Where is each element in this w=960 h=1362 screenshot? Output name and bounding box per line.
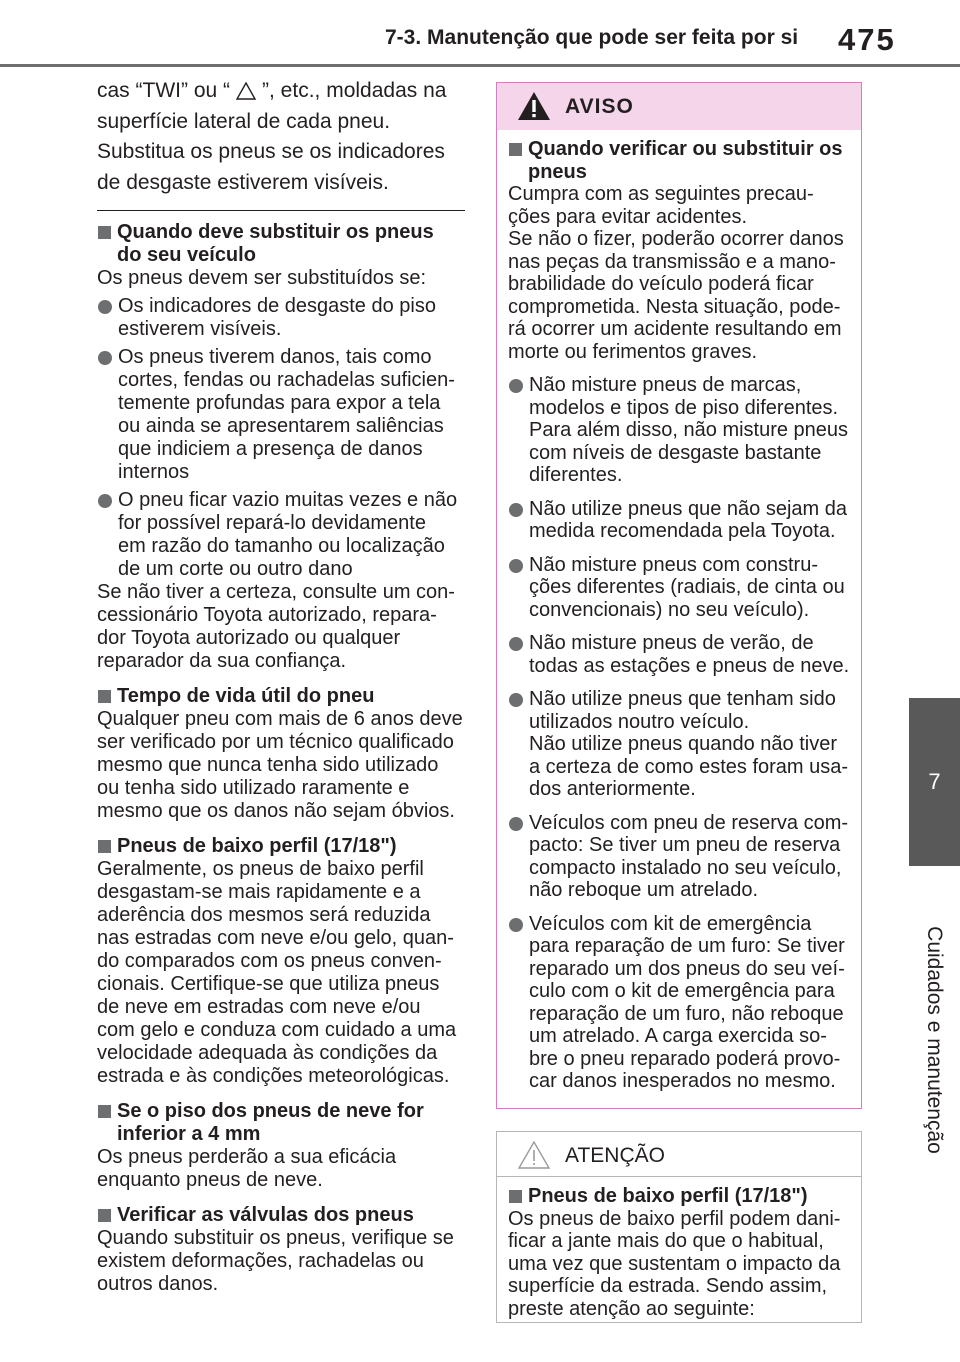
left-section <box>97 1204 469 1296</box>
section-divider <box>97 210 465 211</box>
bullet-text <box>529 554 845 622</box>
bullet-line: reparação de um furo, não reboque <box>529 1002 844 1025</box>
bullet-line: com níveis de desgaste bastante <box>529 441 822 464</box>
bullet-item <box>97 295 469 341</box>
section-heading-text <box>117 835 397 858</box>
round-bullet-icon <box>509 817 523 831</box>
round-bullet-icon <box>509 693 523 707</box>
chapter-label: Cuidados e manutenção <box>923 926 946 1154</box>
bullet-line: Não utilize pneus quando não tiver <box>529 733 837 755</box>
paragraph-line: nas peças da transmissão e a mano- <box>508 250 836 273</box>
atencao-header <box>497 1132 861 1177</box>
bullet-line: culo com o kit de emergência para <box>529 980 835 1002</box>
paragraph-line: ser verificado por um técnico qualificado <box>97 731 454 753</box>
bullet-line: bre o pneu reparado poderá provo- <box>529 1047 841 1070</box>
round-bullet-icon <box>509 637 523 651</box>
paragraph-line: cionais. Certifique-se que utiliza pneus <box>97 973 440 995</box>
bullet-item <box>508 688 853 801</box>
bullet-line: O pneu ficar vazio muitas vezes e não <box>118 489 458 511</box>
section-heading <box>97 1204 469 1227</box>
bullet-line: para reparação de um furo: Se tiver <box>529 935 845 957</box>
bullet-line: que indiciem a presença de danos <box>118 438 423 460</box>
heading-line: Quando verificar ou substituir os <box>528 138 843 160</box>
bullet-line: utilizados noutro veículo. <box>529 710 750 733</box>
atencao-heading-text <box>528 1185 808 1208</box>
heading-line: inferior a 4 mm <box>117 1123 261 1145</box>
paragraph-line: Qualquer pneu com mais de 6 anos deve <box>97 708 463 730</box>
paragraph-line: outros danos. <box>97 1273 219 1295</box>
intro-line: Substitua os pneus se os indicadores <box>97 140 445 163</box>
paragraph-line: mesmo que nunca tenha sido utilizado <box>97 754 439 776</box>
heading-line: Verificar as válvulas dos pneus <box>117 1204 414 1226</box>
bullet-line: reparado um dos pneus do seu veí- <box>529 957 845 980</box>
left-column <box>97 76 469 1308</box>
paragraph-line: ções para evitar acidentes. <box>508 205 748 228</box>
intro-pre-text: cas “TWI” ou “ <box>97 79 231 102</box>
atencao-text <box>508 1208 853 1321</box>
round-bullet-icon <box>98 494 112 508</box>
intro-paragraph <box>97 76 469 198</box>
intro-line: de desgaste estiverem visíveis. <box>97 170 389 194</box>
intro-first-line <box>97 76 469 107</box>
bullet-text <box>118 295 436 341</box>
header-rule <box>0 64 960 67</box>
atencao-heading <box>508 1185 853 1208</box>
aviso-bullets <box>508 374 853 1093</box>
bullet-line: Não utilize pneus que não sejam da <box>529 497 847 520</box>
paragraph-line: morte ou ferimentos graves. <box>508 340 757 363</box>
paragraph-line: reparador da sua confiança. <box>97 650 347 672</box>
round-bullet-icon <box>98 351 112 365</box>
paragraph-line: brabilidade do veículo poderá ficar <box>508 273 814 295</box>
paragraph-line: aderência dos mesmos será reduzida <box>97 904 431 926</box>
page-header <box>0 0 960 66</box>
intro-lines <box>97 107 469 199</box>
bullet-item <box>508 812 853 902</box>
intro-line: superfície lateral de cada pneu. <box>97 109 391 133</box>
bullet-line: um atrelado. A carga exercida so- <box>529 1025 827 1047</box>
paragraph-line: dor Toyota autorizado ou qualquer <box>97 627 401 649</box>
left-section <box>97 685 469 823</box>
bullet-line: ções diferentes (radiais, de cinta ou <box>529 576 845 598</box>
bullet-item <box>508 498 853 543</box>
section-heading-text <box>117 221 434 267</box>
paragraph-line: uma vez que sustentam o impacto da <box>508 1252 841 1275</box>
paragraph-line: Se não tiver a certeza, consulte um con- <box>97 581 455 603</box>
paragraph-line: comprometida. Nesta situação, pode- <box>508 295 841 318</box>
paragraph-line: superfície da estrada. Sendo assim, <box>508 1275 828 1297</box>
bullet-line: Não misture pneus de marcas, <box>529 374 802 396</box>
bullet-line: cortes, fendas ou rachadelas suficien- <box>118 369 455 391</box>
bullet-line: pacto: Se tiver um pneu de reserva <box>529 834 841 856</box>
aviso-heading <box>508 138 853 183</box>
bullet-line: a certeza de como estes foram usa- <box>529 755 849 778</box>
section-heading-text <box>117 1204 414 1227</box>
left-section <box>97 1100 469 1192</box>
chapter-tab: 7 <box>909 698 960 866</box>
paragraph-line: ficar a jante mais do que o habitual, <box>508 1230 824 1252</box>
bullet-item <box>97 346 469 484</box>
paragraph-line: Geralmente, os pneus de baixo perfil <box>97 858 424 880</box>
paragraph-line: Os pneus de baixo perfil podem dani- <box>508 1207 841 1230</box>
page-number: 475 <box>838 22 896 57</box>
heading-line: Quando deve substituir os pneus <box>117 221 434 243</box>
paragraph-line: do comparados com os pneus conven- <box>97 950 442 972</box>
aviso-text <box>508 183 853 363</box>
bullet-line: convencionais) no seu veículo). <box>529 598 810 621</box>
bullet-text <box>529 374 848 487</box>
bullet-line: dos anteriormente. <box>529 778 696 800</box>
bullet-line: Os indicadores de desgaste do piso <box>118 295 436 317</box>
bullet-line: internos <box>118 461 190 483</box>
heading-line: Pneus de baixo perfil (17/18") <box>117 835 397 857</box>
heading-line: Se o piso dos pneus de neve for <box>117 1100 424 1122</box>
bullet-line: Não misture pneus com constru- <box>529 553 819 576</box>
left-section <box>97 221 469 673</box>
bullet-item <box>508 554 853 622</box>
paragraph-line: preste atenção ao seguinte: <box>508 1297 755 1320</box>
paragraph-line: Os pneus devem ser substituídos se: <box>97 267 427 289</box>
bullet-line: Veículos com kit de emergência <box>529 912 812 935</box>
wear-indicator-triangle-icon <box>236 82 256 100</box>
heading-line: do seu veículo <box>117 244 256 266</box>
bullet-text <box>118 346 455 484</box>
section-heading <box>97 685 469 708</box>
bullet-line: modelos e tipos de piso diferentes. <box>529 396 839 419</box>
intro-post-text: ”, etc., moldadas na <box>262 79 447 102</box>
square-bullet-icon <box>98 226 111 239</box>
section-heading-text <box>117 1100 424 1146</box>
section-heading-text <box>117 685 374 708</box>
heading-line: Pneus de baixo perfil (17/18") <box>528 1185 808 1207</box>
paragraph-line: com gelo e conduza com cuidado a uma <box>97 1019 457 1041</box>
paragraph-line: enquanto pneus de neve. <box>97 1169 323 1191</box>
caution-triangle-icon <box>517 1140 551 1170</box>
paragraph-line: Cumpra com as seguintes precau- <box>508 183 814 205</box>
square-bullet-icon <box>98 690 111 703</box>
bullet-text <box>529 812 848 902</box>
bullet-text <box>529 688 848 801</box>
round-bullet-icon <box>509 918 523 932</box>
bullet-line: Os pneus tiverem danos, tais como <box>118 346 432 368</box>
bullet-item <box>508 374 853 487</box>
aviso-body <box>497 130 861 1093</box>
section-heading <box>97 221 469 267</box>
bullet-line: car danos inesperados no mesmo. <box>529 1070 836 1092</box>
bullet-line: for possível repará-lo devidamente <box>118 512 426 534</box>
bullet-text <box>529 498 847 543</box>
round-bullet-icon <box>98 300 112 314</box>
bullet-item <box>97 489 469 581</box>
bullet-line: diferentes. <box>529 464 623 486</box>
round-bullet-icon <box>509 559 523 573</box>
paragraph-line: mesmo que os danos não sejam óbvios. <box>97 800 455 822</box>
bullet-line: Veículos com pneu de reserva com- <box>529 811 849 834</box>
paragraph-line: Os pneus perderão a sua eficácia <box>97 1146 397 1168</box>
bullet-line: Não misture pneus de verão, de <box>529 632 814 654</box>
aviso-label: AVISO <box>565 95 634 118</box>
left-sections <box>97 221 469 1296</box>
aviso-heading-text <box>528 138 843 183</box>
bullet-item <box>508 913 853 1093</box>
bullet-line: não reboque um atrelado. <box>529 879 759 901</box>
bullet-line: em razão do tamanho ou localização <box>118 535 445 557</box>
warning-triangle-icon <box>517 91 551 121</box>
atencao-label: ATENÇÃO <box>565 1144 665 1167</box>
section-heading <box>97 835 469 858</box>
square-bullet-icon <box>98 840 111 853</box>
bullet-line: de um corte ou outro dano <box>118 558 353 580</box>
bullet-line: todas as estações e pneus de neve. <box>529 654 850 677</box>
bullet-text <box>529 913 845 1093</box>
paragraph-line: desgastam-se mais rapidamente e a <box>97 881 421 903</box>
bullet-line: temente profundas para expor a tela <box>118 392 441 414</box>
bullet-text <box>529 632 849 677</box>
paragraph-line: de neve em estradas com neve e/ou <box>97 996 421 1018</box>
section-title: 7-3. Manutenção que pode ser feita por si <box>385 26 799 49</box>
paragraph-line: Se não o fizer, poderão ocorrer danos <box>508 228 844 250</box>
heading-line: Tempo de vida útil do pneu <box>117 685 375 707</box>
aviso-header <box>497 83 861 130</box>
square-bullet-icon <box>509 1190 522 1203</box>
bullet-line: Para além disso, não misture pneus <box>529 419 849 441</box>
aviso-warning-box <box>496 82 862 1109</box>
bullet-text <box>118 489 457 581</box>
paragraph-line: rá ocorrer um acidente resultando em <box>508 318 842 340</box>
section-heading <box>97 1100 469 1146</box>
square-bullet-icon <box>509 143 522 156</box>
heading-line: pneus <box>528 160 587 183</box>
bullet-item <box>508 632 853 677</box>
paragraph-line: nas estradas com neve e/ou gelo, quan- <box>97 927 454 949</box>
square-bullet-icon <box>98 1105 111 1118</box>
atencao-body <box>497 1177 861 1320</box>
left-section <box>97 835 469 1088</box>
square-bullet-icon <box>98 1209 111 1222</box>
paragraph-line: estrada e às condições meteorológicas. <box>97 1065 450 1087</box>
paragraph-line: Quando substituir os pneus, verifique se <box>97 1227 454 1249</box>
paragraph-line: ou tenha sido utilizado raramente e <box>97 777 410 799</box>
round-bullet-icon <box>509 379 523 393</box>
atencao-caution-box <box>496 1131 862 1323</box>
round-bullet-icon <box>509 503 523 517</box>
bullet-line: ou ainda se apresentarem saliências <box>118 415 444 437</box>
paragraph-line: cessionário Toyota autorizado, repara- <box>97 604 437 626</box>
bullet-line: medida recomendada pela Toyota. <box>529 520 836 542</box>
bullet-line: Não utilize pneus que tenham sido <box>529 688 836 710</box>
bullet-line: compacto instalado no seu veículo, <box>529 856 842 879</box>
paragraph-line: velocidade adequada às condições da <box>97 1042 438 1064</box>
bullet-line: estiverem visíveis. <box>118 318 282 340</box>
paragraph-line: existem deformações, rachadelas ou <box>97 1250 424 1272</box>
